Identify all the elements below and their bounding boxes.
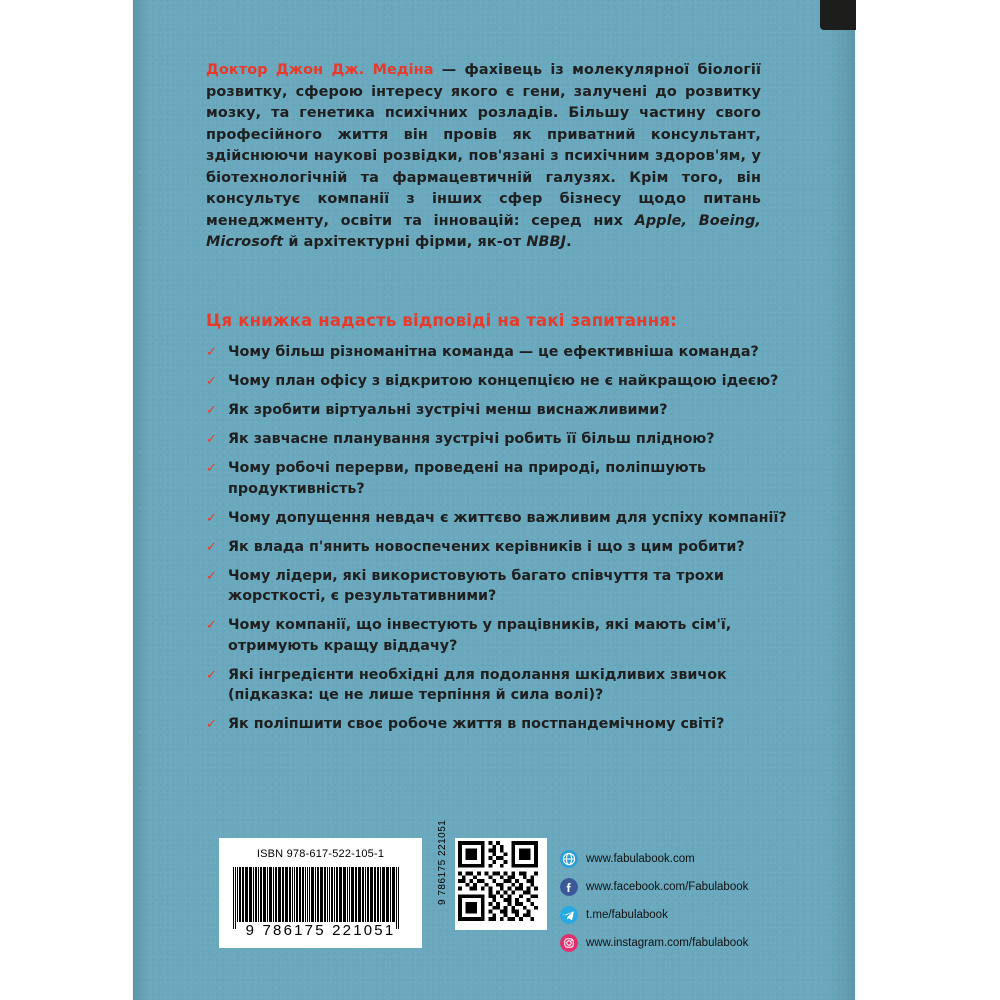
list-item xyxy=(206,615,806,656)
list-item-label: Чому робочі перерви, проведені на природі, поліпшують продуктивність? xyxy=(228,460,707,497)
social-row-facebook[interactable] xyxy=(560,874,810,899)
check-icon: ✓ xyxy=(206,568,217,584)
check-icon: ✓ xyxy=(206,432,217,447)
social-label-facebook: www.facebook.com/Fabulabook xyxy=(586,880,749,893)
ean-number: 9 786175 221051 xyxy=(245,922,396,939)
facebook-icon xyxy=(560,878,578,896)
list-item xyxy=(206,665,806,706)
list-item-label: Як завчасне планування зустрічі робить її більш плідною? xyxy=(228,431,715,447)
barcode-bars xyxy=(233,867,408,922)
list-item-label: Чому більш різноманітна команда — це ефективніша команда? xyxy=(228,344,759,360)
check-icon: ✓ xyxy=(206,717,217,732)
list-item-label: Як зробити віртуальні зустрічі менш виснажливими? xyxy=(228,402,668,418)
isbn-label: ISBN 978-617-522-105-1 xyxy=(256,848,385,860)
cover-spine-shadow xyxy=(133,0,149,1000)
list-item xyxy=(206,566,806,607)
check-icon: ✓ xyxy=(206,667,217,683)
social-row-website[interactable] xyxy=(560,846,810,871)
barcode xyxy=(219,838,422,948)
bio-companies: Apple, Boeing, Microsoft xyxy=(206,212,761,250)
social-links xyxy=(560,846,810,958)
check-icon: ✓ xyxy=(206,618,217,633)
list-item-label: Як влада п'янить новоспечених керівників і що з цим робити? xyxy=(228,538,745,555)
list-item-label: Чому допущення невдач є життєво важливим для успіху компанії? xyxy=(228,509,787,526)
bio-company-nbbj: NBBJ xyxy=(526,234,567,250)
list-item xyxy=(206,400,806,421)
list-item-label: Чому компанії, що інвестують у працівників, які мають сім'ї, отримують кращу віддачу? xyxy=(228,617,732,654)
check-icon: ✓ xyxy=(206,510,217,526)
list-item xyxy=(206,714,806,735)
check-icon: ✓ xyxy=(206,345,217,360)
cover-right-edge-shadow xyxy=(828,0,855,1000)
instagram-icon xyxy=(560,934,578,952)
social-row-instagram[interactable] xyxy=(560,930,810,955)
list-item xyxy=(206,429,806,450)
globe-icon xyxy=(560,850,578,868)
bio-text-part1: — фахівець із молекулярної біології розвитку, сферою інтересу якого є гени, залучені до розвитку мозку, та генетика психічних розладів. Більшу частину свого професійного життя він провів як приватний консультант, здійснюючи наукові розвідки, пов'язані з психічним здоров'ям, у біотехнологічній та фармацевтичній галузях. Крім того, він консультує компанії з інших сфер бізнесу щодо питань менеджменту, освіти та інновацій: серед них xyxy=(206,62,761,229)
social-label-website: www.fabulabook.com xyxy=(586,852,695,865)
social-label-instagram: www.instagram.com/fabulabook xyxy=(586,936,749,949)
cover-corner-mark xyxy=(820,0,856,30)
list-item xyxy=(206,508,806,529)
list-item-label: Як поліпшити своє робоче життя в постпандемічному світі? xyxy=(228,716,725,732)
list-item xyxy=(206,342,806,363)
list-item-label: Чому лідери, які використовують багато співчуття та трохи жорсткості, є результативними? xyxy=(228,567,724,604)
list-item-label: Чому план офісу з відкритою концепцією не є найкращою ідеєю? xyxy=(228,373,779,389)
qr-code xyxy=(455,838,547,930)
list-item xyxy=(206,371,806,392)
list-item xyxy=(206,458,806,499)
bio-text-part2: й архітектурні фірми, як-от xyxy=(283,234,527,250)
qr-code-image xyxy=(458,841,538,921)
check-icon: ✓ xyxy=(206,403,217,418)
social-row-telegram[interactable] xyxy=(560,902,810,927)
check-icon: ✓ xyxy=(206,539,217,555)
questions-list xyxy=(206,342,806,743)
list-item xyxy=(206,537,806,558)
telegram-icon xyxy=(560,906,578,924)
author-name: Доктор Джон Дж. Медіна xyxy=(206,62,434,78)
barcode-side-code: 9 786175 221051 xyxy=(437,819,448,905)
check-icon: ✓ xyxy=(206,461,217,476)
social-label-telegram: t.me/fabulabook xyxy=(586,908,668,921)
list-item-label: Які інгредієнти необхідні для подолання шкідливих звичок (підказка: це не лише терпіння й сила волі)? xyxy=(228,666,727,703)
check-icon: ✓ xyxy=(206,374,217,389)
author-bio xyxy=(206,60,761,254)
questions-heading: Ця книжка надасть відповіді на такі запитання: xyxy=(206,311,677,330)
bio-text-part3: . xyxy=(566,234,572,250)
